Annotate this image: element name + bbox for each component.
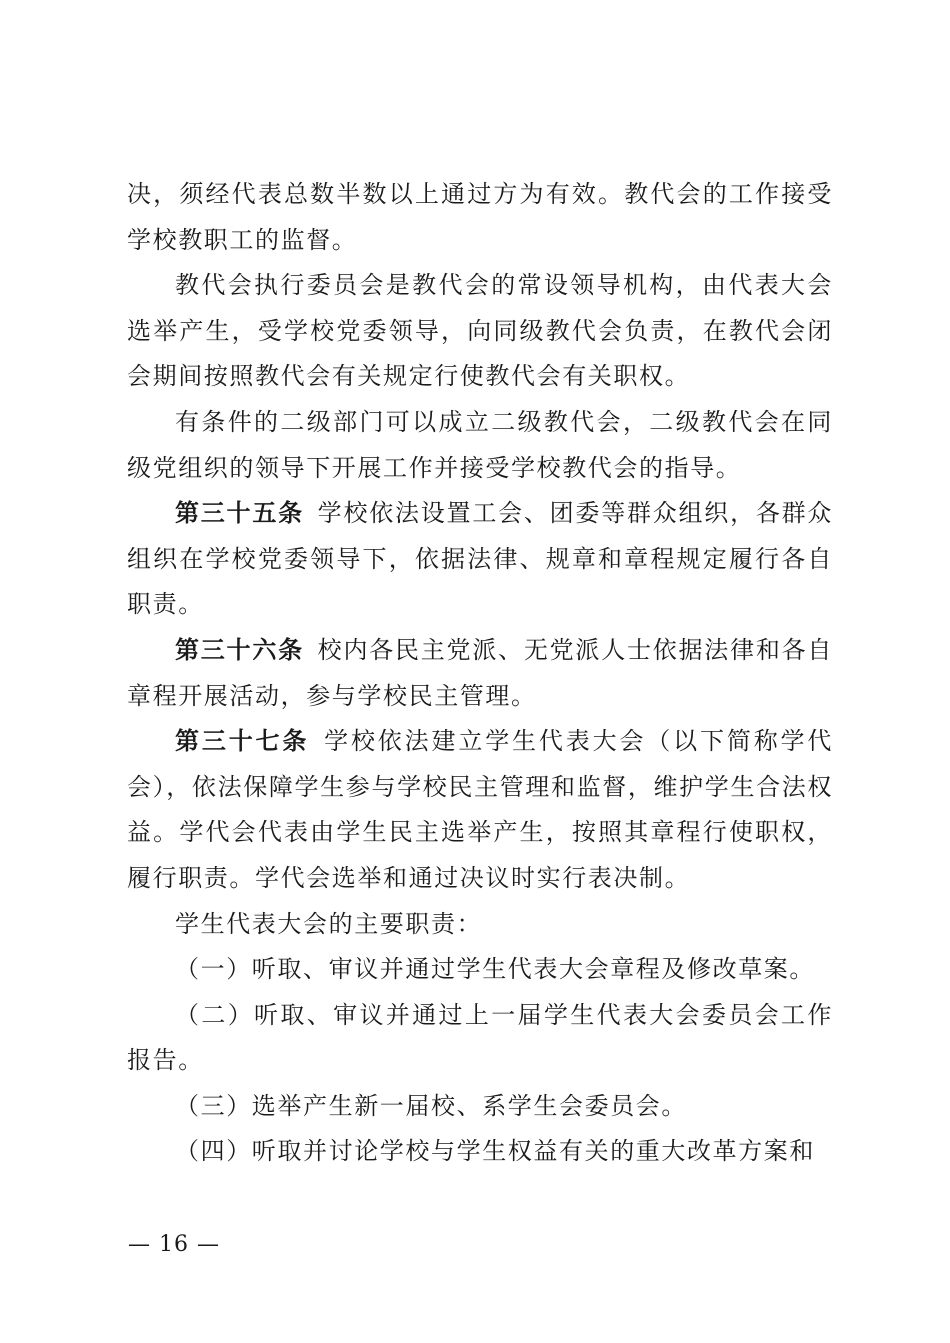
- article-36: [127, 628, 833, 719]
- paragraph-text: 学生代表大会的主要职责：: [175, 909, 483, 938]
- article-37: [127, 719, 833, 901]
- paragraph-text: 教代会执行委员会是教代会的常设领导机构，由代表大会选举产生，受学校党委领导，向同级教代会负责，在教代会闭会期间按照教代会有关规定行使教代会有关职权。: [127, 271, 833, 391]
- paragraph-continuation: [127, 172, 833, 263]
- article-text: 学校依法建立学生代表大会（以下简称学代会），依法保障学生参与学校民主管理和监督，维护学生合法权益。学代会代表由学生民主选举产生，按照其章程行使职权，履行职责。学代会选举和通过决议时实行表决制。: [127, 727, 833, 892]
- document-body: [127, 172, 833, 1175]
- list-item-4: [127, 1129, 833, 1175]
- article-label: 第三十五条: [175, 499, 304, 528]
- article-35: [127, 491, 833, 628]
- article-text: 学校依法设置工会、团委等群众组织，各群众组织在学校党委领导下，依据法律、规章和章程规定履行各自职责。: [127, 499, 834, 619]
- page-number: — 16 —: [128, 1232, 220, 1257]
- article-text: 校内各民主党派、无党派人士依据法律和各自章程开展活动，参与学校民主管理。: [127, 635, 834, 710]
- paragraph-text: 有条件的二级部门可以成立二级教代会，二级教代会在同级党组织的领导下开展工作并接受学校教代会的指导。: [127, 407, 833, 482]
- article-label: 第三十七条: [175, 727, 310, 756]
- paragraph-duties-intro: [127, 902, 833, 948]
- article-label: 第三十六条: [175, 635, 304, 664]
- list-item-3: [127, 1084, 833, 1130]
- list-item-2: [127, 993, 833, 1084]
- paragraph-executive-committee: [127, 263, 833, 400]
- list-item-text: （四）听取并讨论学校与学生权益有关的重大改革方案和: [175, 1137, 815, 1166]
- list-item-text: （三）选举产生新一届校、系学生会委员会。: [175, 1091, 687, 1120]
- paragraph-secondary-congress: [127, 400, 833, 491]
- list-item-1: [127, 947, 833, 993]
- paragraph-text: 决，须经代表总数半数以上通过方为有效。教代会的工作接受学校教职工的监督。: [127, 180, 833, 254]
- list-item-text: （一）听取、审议并通过学生代表大会章程及修改草案。: [175, 955, 815, 984]
- list-item-text: （二）听取、审议并通过上一届学生代表大会委员会工作报告。: [127, 1000, 833, 1075]
